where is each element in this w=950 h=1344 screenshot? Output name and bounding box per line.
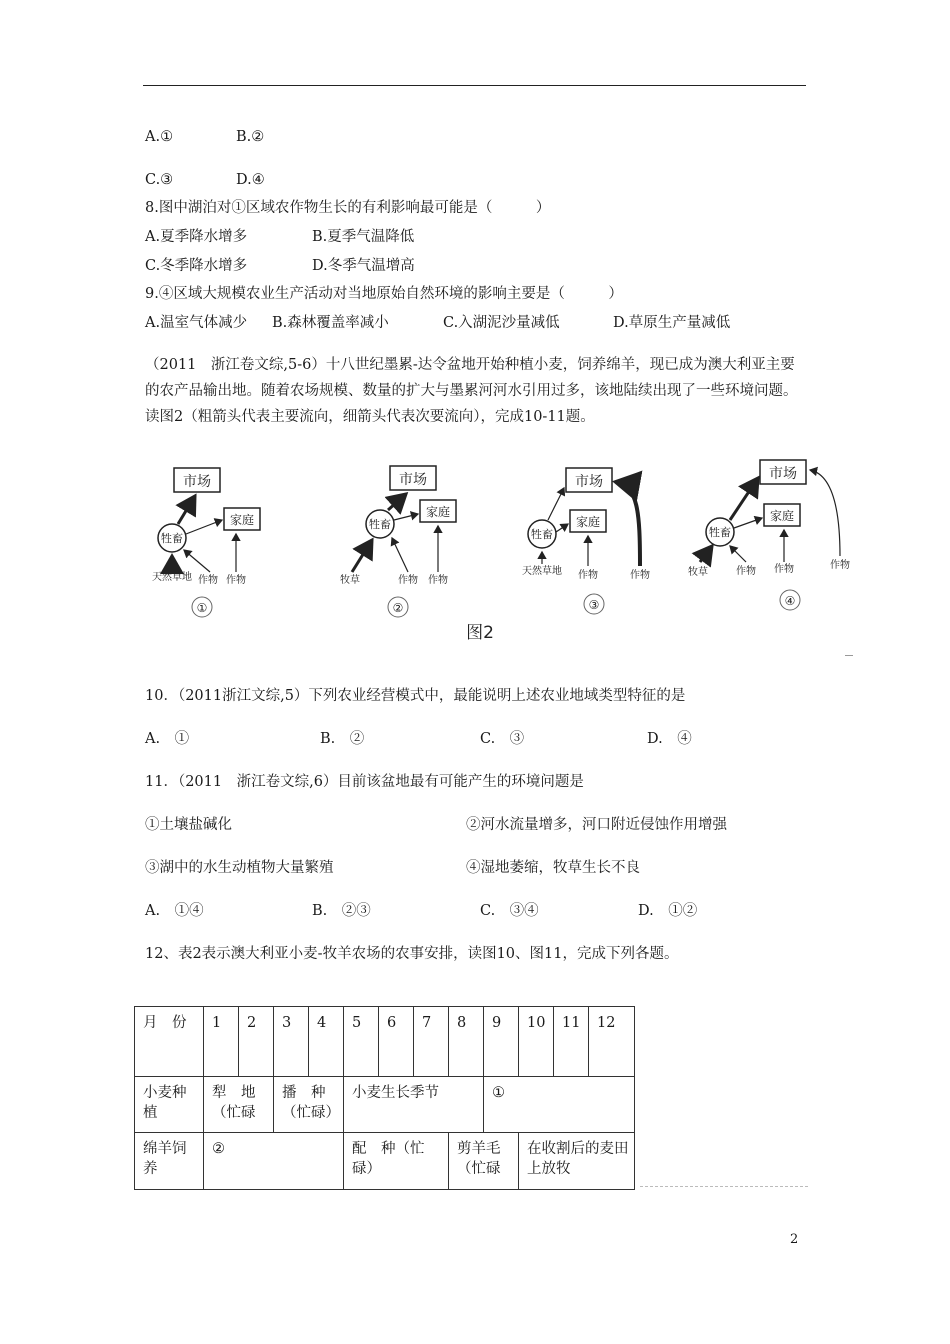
scan-mark xyxy=(845,655,853,656)
q11-statement-1: ①土壤盐碱化 xyxy=(145,817,232,833)
q11-statement-4: ④湿地萎缩，牧草生长不良 xyxy=(466,860,640,876)
d4-market: 市场 xyxy=(769,466,797,482)
q9-option-c: C.入湖泥沙量减低 xyxy=(443,315,560,331)
d4-label: ④ xyxy=(784,594,796,608)
q8-option-a: A.夏季降水增多 xyxy=(145,229,248,245)
d2-forage: 牧草 xyxy=(340,575,360,586)
d3-livestock: 牲畜 xyxy=(531,528,553,541)
table-dashed-extension xyxy=(640,1186,808,1187)
q9-option-b: B.森林覆盖率减小 xyxy=(272,315,389,331)
q10-option-d: D. ④ xyxy=(647,731,692,747)
d4-crop-b: 作物 xyxy=(774,564,794,575)
month-cell: 8 xyxy=(449,1007,484,1077)
d1-grassland: 天然草地 xyxy=(152,572,192,583)
option-b: B.② xyxy=(236,129,265,145)
option-d: D.④ xyxy=(236,172,265,188)
q10-option-a: A. ① xyxy=(145,731,190,747)
figure-2 xyxy=(140,452,860,660)
month-cell: 3 xyxy=(274,1007,309,1077)
q11-option-b: B. ②③ xyxy=(312,903,371,919)
month-header: 月 份 xyxy=(135,1007,204,1077)
d2-market: 市场 xyxy=(399,472,427,488)
d2-family: 家庭 xyxy=(425,505,451,519)
farm-schedule-table xyxy=(134,1006,635,1190)
diagram-3 xyxy=(522,468,650,614)
d3-family: 家庭 xyxy=(575,515,601,529)
d2-crop-b: 作物 xyxy=(428,575,448,586)
header-rule xyxy=(143,85,806,86)
q10-option-c: C. ③ xyxy=(480,731,525,747)
month-cell: 2 xyxy=(239,1007,274,1077)
breed-cell: 配 种（忙碌） xyxy=(344,1133,449,1190)
d4-forage: 牧草 xyxy=(688,567,708,578)
month-cell: 10 xyxy=(519,1007,554,1077)
sow-cell: 播 种（忙碌） xyxy=(274,1077,344,1133)
d3-crop-b: 作物 xyxy=(630,570,650,581)
growing-cell: 小麦生长季节 xyxy=(344,1077,484,1133)
figure-caption: 图2 xyxy=(466,623,494,643)
d4-crop-c: 作物 xyxy=(830,560,850,571)
d1-market: 市场 xyxy=(183,474,211,490)
d1-label: ① xyxy=(196,601,208,615)
month-cell: 12 xyxy=(589,1007,635,1077)
q8-option-b: B.夏季气温降低 xyxy=(312,229,415,245)
month-cell: 7 xyxy=(414,1007,449,1077)
month-cell: 9 xyxy=(484,1007,519,1077)
d1-crop-a: 作物 xyxy=(198,575,218,586)
diagram-4 xyxy=(688,460,850,610)
d3-market: 市场 xyxy=(575,474,603,490)
option-c: C.③ xyxy=(145,172,174,188)
q11-option-c: C. ③④ xyxy=(480,903,539,919)
d2-label: ② xyxy=(392,601,404,615)
q11-option-a: A. ①④ xyxy=(145,903,204,919)
wheat-blank-cell: ① xyxy=(484,1077,635,1133)
sheep-header: 绵羊饲养 xyxy=(135,1133,204,1190)
shear-cell: 剪羊毛（忙碌 xyxy=(449,1133,519,1190)
q11-statement-3: ③湖中的水生动植物大量繁殖 xyxy=(145,860,334,876)
d2-livestock: 牲畜 xyxy=(369,518,391,531)
table-row-sheep xyxy=(135,1133,635,1190)
d3-crop-a: 作物 xyxy=(578,570,598,581)
q10-option-b: B. ② xyxy=(320,731,365,747)
d4-livestock: 牲畜 xyxy=(709,526,731,539)
d2-crop-a: 作物 xyxy=(398,575,418,586)
d1-crop-b: 作物 xyxy=(226,575,246,586)
diagram-2 xyxy=(340,466,456,617)
plough-cell: 犁 地（忙碌 xyxy=(204,1077,274,1133)
q9-stem: 9.④区域大规模农业生产活动对当地原始自然环境的影响主要是（ ） xyxy=(145,286,623,302)
q11-statement-2: ②河水流量增多，河口附近侵蚀作用增强 xyxy=(466,817,727,833)
table-row-wheat xyxy=(135,1077,635,1133)
d1-livestock: 牲畜 xyxy=(161,532,183,545)
sheep-blank-cell: ② xyxy=(204,1133,344,1190)
option-a: A.① xyxy=(145,129,174,145)
month-cell: 1 xyxy=(204,1007,239,1077)
month-cell: 5 xyxy=(344,1007,379,1077)
graze-cell: 在收割后的麦田上放牧 xyxy=(519,1133,635,1190)
d4-family: 家庭 xyxy=(769,509,795,523)
d4-crop-a: 作物 xyxy=(736,566,756,577)
wheat-header: 小麦种植 xyxy=(135,1077,204,1133)
month-cell: 4 xyxy=(309,1007,344,1077)
d1-family: 家庭 xyxy=(229,513,255,527)
q11-stem: 11．（2011 浙江卷文综,6）目前该盆地最有可能产生的环境问题是 xyxy=(145,774,584,790)
q12-stem: 12、表2表示澳大利亚小麦-牧羊农场的农事安排，读图10、图11，完成下列各题。 xyxy=(145,946,679,962)
q9-option-d: D.草原生产量减低 xyxy=(613,315,731,331)
q10-stem: 10．（2011浙江文综,5）下列农业经营模式中，最能说明上述农业地域类型特征的是 xyxy=(145,688,686,704)
d3-grassland: 天然草地 xyxy=(522,566,562,577)
intro-paragraph: （2011 浙江卷文综,5-6）十八世纪墨累-达令盆地开始种植小麦，饲养绵羊，现已成为澳大利亚主要的农产品输出地。随着农场规模、数量的扩大与墨累河河水引用过多，该地陆续出现了一些环境问题。读图2（粗箭头代表主要流向，细箭头代表次要流向），完成10-11题。 xyxy=(145,357,798,425)
q8-option-c: C.冬季降水增多 xyxy=(145,258,248,274)
q9-option-a: A.温室气体减少 xyxy=(145,315,248,331)
d3-label: ③ xyxy=(588,598,600,612)
q11-option-d: D. ①② xyxy=(638,903,698,919)
month-cell: 11 xyxy=(554,1007,589,1077)
month-cell: 6 xyxy=(379,1007,414,1077)
page-number: 2 xyxy=(790,1232,799,1247)
table-row-months xyxy=(135,1007,635,1077)
q8-stem: 8.图中湖泊对①区域农作物生长的有利影响最可能是（ ） xyxy=(145,200,551,216)
q8-option-d: D.冬季气温增高 xyxy=(312,258,415,274)
diagram-1 xyxy=(152,468,260,617)
